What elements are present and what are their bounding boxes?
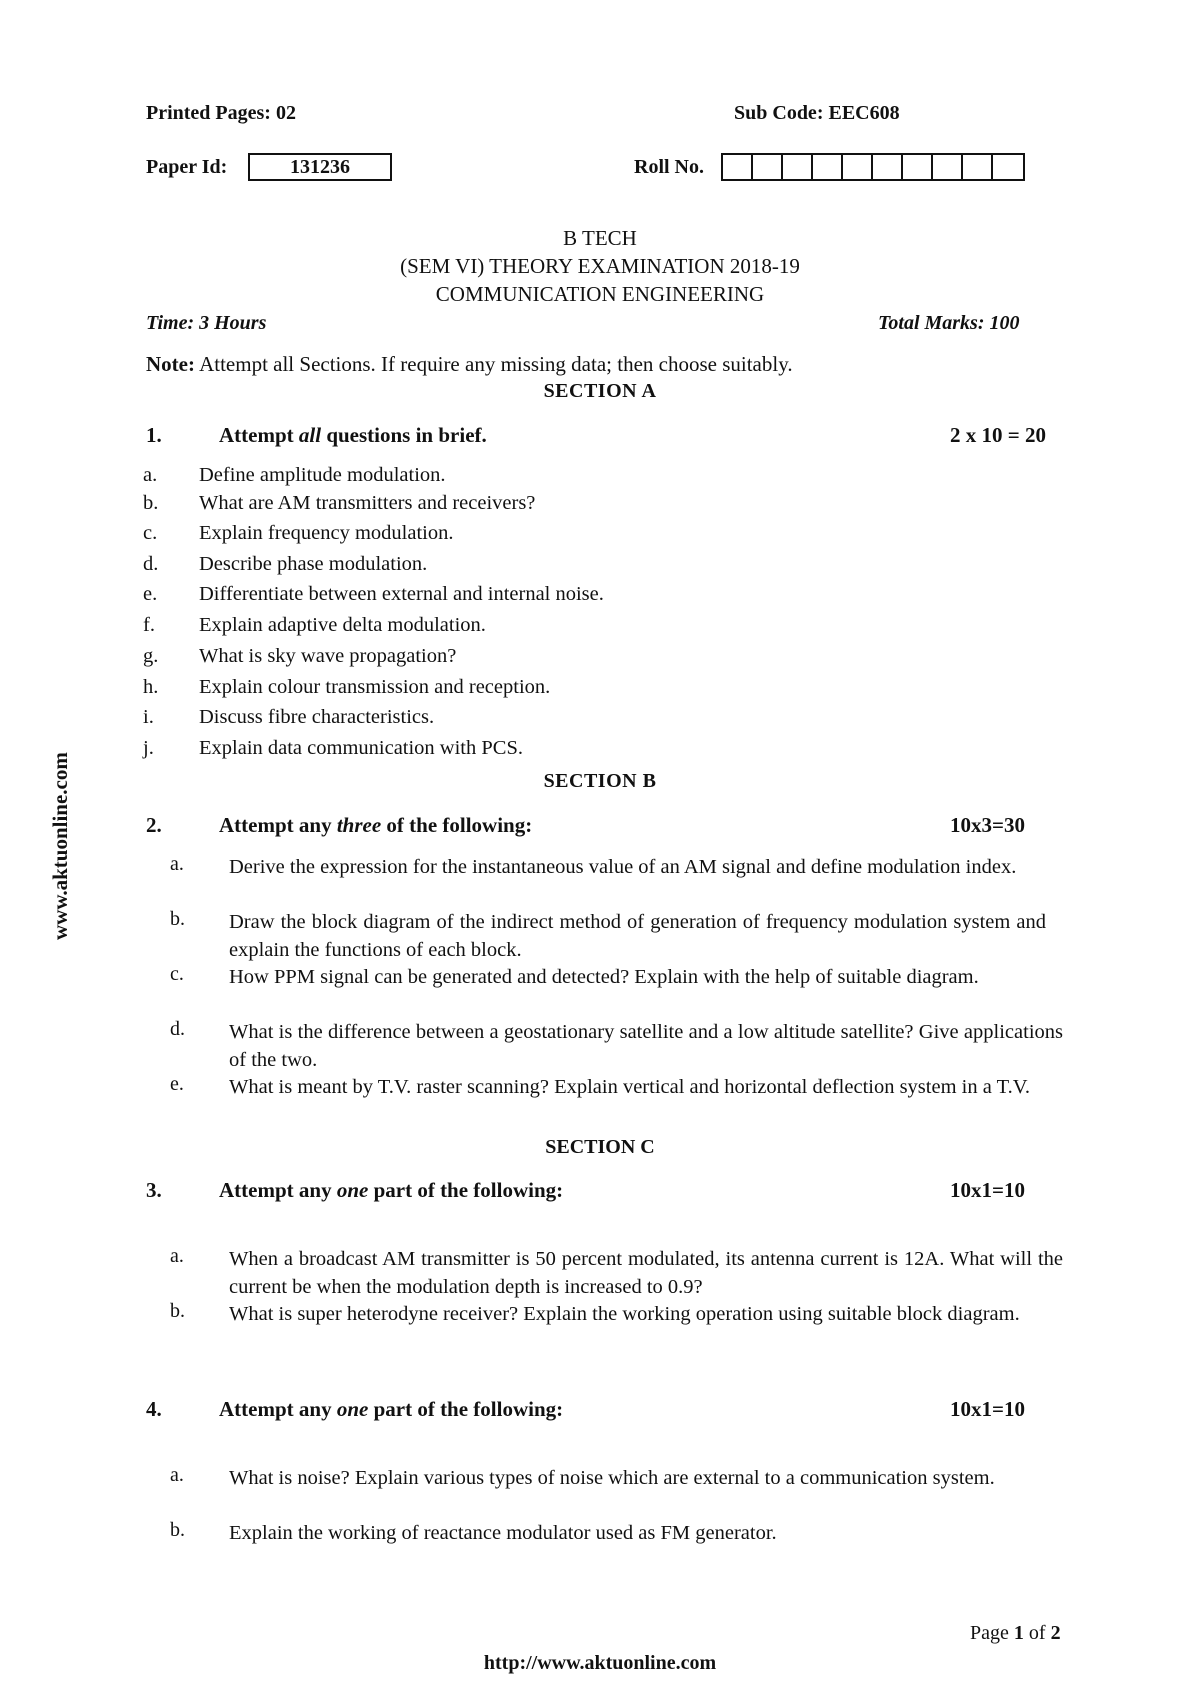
footer-url[interactable]: http://www.aktuonline.com <box>483 1652 717 1674</box>
question-marks: 10x1=10 <box>950 1178 1025 1202</box>
page-number: Page 1 of 2 <box>970 1622 1061 1644</box>
question-instruction: Attempt any one part of the following: <box>219 1178 564 1202</box>
note-text: Attempt all Sections. If require any missing data; then choose suitably. <box>199 352 793 376</box>
note <box>146 352 793 377</box>
section-a-heading: SECTION A <box>543 380 657 402</box>
note-label: Note: <box>146 352 195 376</box>
section-b-heading: SECTION B <box>543 770 657 792</box>
question-marks: 2 x 10 = 20 <box>950 423 1046 447</box>
question-number: 1. <box>146 423 162 447</box>
question-marks: 10x1=10 <box>950 1397 1025 1421</box>
total-marks: Total Marks: 100 <box>878 312 1020 334</box>
question-instruction: Attempt any three of the following: <box>219 813 533 837</box>
paper-id-value: 131236 <box>248 153 392 181</box>
question-number: 4. <box>146 1397 162 1421</box>
section-c-heading: SECTION C <box>545 1136 655 1158</box>
sub-code: Sub Code: EEC608 <box>734 102 900 124</box>
question-instruction: Attempt any one part of the following: <box>219 1397 564 1421</box>
subject-title: COMMUNICATION ENGINEERING <box>435 282 765 306</box>
question-number: 3. <box>146 1178 162 1202</box>
printed-pages: Printed Pages: 02 <box>146 102 296 124</box>
time-limit: Time: 3 Hours <box>146 312 267 334</box>
roll-no-boxes <box>721 153 1025 181</box>
side-watermark: www.aktuonline.com <box>48 752 72 940</box>
question-instruction: Attempt all questions in brief. <box>219 423 487 447</box>
degree-title: B TECH <box>563 226 637 250</box>
question-marks: 10x3=30 <box>950 813 1025 837</box>
exam-title: (SEM VI) THEORY EXAMINATION 2018-19 <box>400 254 800 278</box>
question-number: 2. <box>146 813 162 837</box>
roll-no-label: Roll No. <box>634 156 704 178</box>
paper-id-label: Paper Id: <box>146 156 228 178</box>
